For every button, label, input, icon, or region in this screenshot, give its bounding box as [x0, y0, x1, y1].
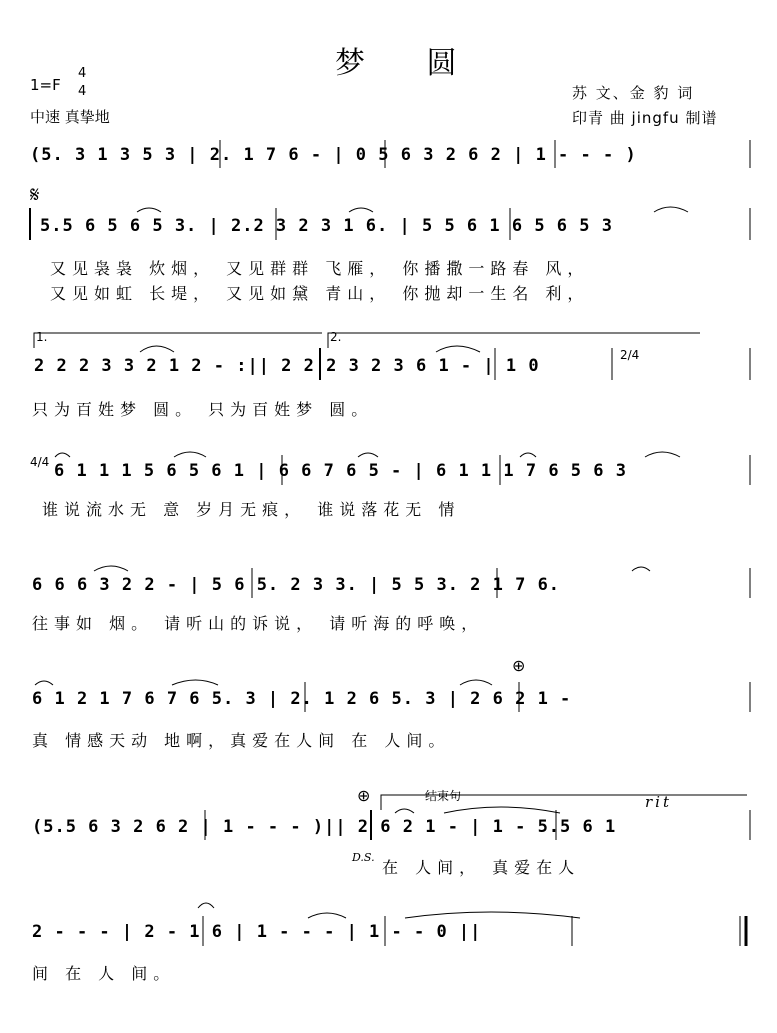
volta-two-label: 2.: [330, 330, 342, 344]
lyric-line-5: 往事如 烟。 请听山的诉说， 请听海的呼唤，: [32, 614, 484, 633]
time-signature-bottom: 4: [78, 84, 87, 99]
lyric-line-3: 只为百姓梦 圆。 只为百姓梦 圆。: [32, 400, 374, 419]
lyricist-credit: 苏 文、金 豹 词: [572, 84, 695, 102]
time-signature-top: 4: [78, 66, 87, 81]
time-change-4-4: 4/4: [30, 455, 50, 469]
page-title: 梦 圆: [335, 46, 483, 81]
score-row-ending: 2 2 2 3 3 2 1 2 - :|| 2 2 2 3 2 3 6 1 - | 1 0: [34, 356, 540, 376]
lyric-line-7: 在 人间， 真爱在人: [382, 858, 581, 877]
lyric-line-2: 又见如虹 长堤， 又见如黛 青山， 你抛却一生名 利，: [50, 284, 590, 303]
lyric-line-8: 间 在 人 间。: [32, 964, 176, 983]
score-row-final: 2 - - - | 2 - 1 6 | 1 - - - | 1 - - 0 ||: [32, 922, 482, 942]
dal-segno-marking: D.S.: [352, 851, 375, 864]
ending-label: 结束句: [425, 789, 462, 803]
volta-one-label: 1.: [36, 330, 48, 344]
score-row-chorus-c: 6 1 2 1 7 6 7 6 5. 3 | 2. 1 2 6 5. 3 | 2 6 2 1 -: [32, 689, 572, 709]
time-change-2-4: 2/4: [620, 348, 640, 362]
tempo-marking: 中速 真挚地: [30, 108, 110, 126]
score-row-chorus-a: 6 1 1 1 5 6 5 6 1 | 6 6 7 6 5 - | 6 1 1 1 7 6 5 6 3: [54, 461, 627, 481]
segno-icon: 𝄋: [30, 183, 40, 208]
coda-icon-2: ⊕: [357, 786, 371, 805]
coda-icon: ⊕: [512, 656, 526, 675]
score-row-coda: (5.5 6 3 2 6 2 | 1 - - - )|| 2 6 2 1 - | 1 - 5.5 6 1: [32, 817, 617, 837]
lyric-line-6: 真 情感天动 地啊，真爱在人间 在 人间。: [32, 731, 451, 750]
score-row-verse-a: 5.5 6 5 6 5 3. | 2.2 3 2 3 1 6. | 5 5 6 1 6 5 6 5 3: [40, 216, 613, 236]
lyric-line-1: 又见袅袅 炊烟， 又见群群 飞雁， 你播撒一路春 风，: [50, 259, 590, 278]
key-signature: 1=F: [30, 76, 61, 94]
score-row-chorus-b: 6 6 6 3 2 2 - | 5 6 5. 2 3 3. | 5 5 3. 2 1 7 6.: [32, 575, 561, 595]
lyric-line-4: 谁说流水无 意 岁月无痕， 谁说落花无 情: [42, 500, 461, 519]
score-row-intro: (5. 3 1 3 5 3 | 2. 1 7 6 - | 0 5 6 3 2 6 2 | 1 - - - ): [30, 145, 637, 165]
ritardando-marking: rit: [645, 793, 672, 811]
composer-credit: 印青 曲 jingfu 制谱: [572, 109, 718, 127]
